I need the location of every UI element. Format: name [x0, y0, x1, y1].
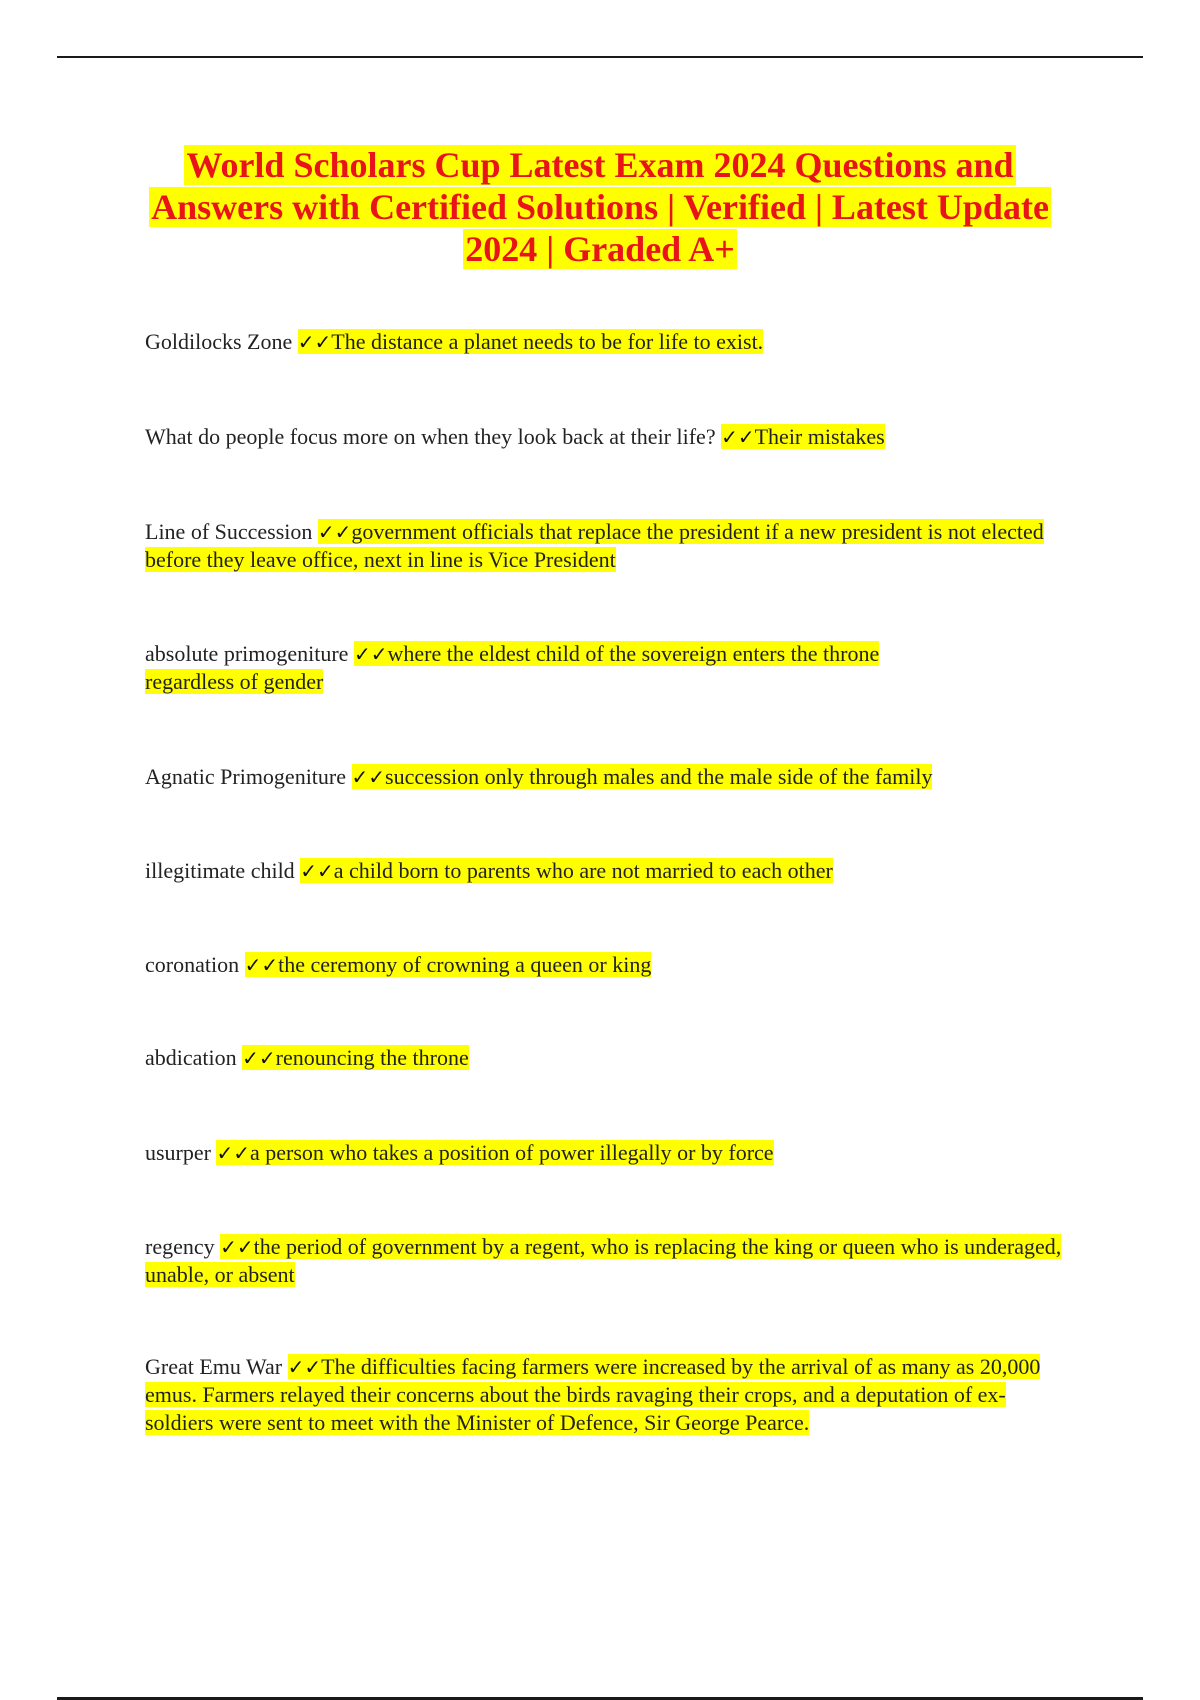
qa-answer-highlight — [145, 1234, 1061, 1287]
qa-entry — [145, 763, 1085, 791]
qa-entry — [145, 640, 965, 696]
qa-entry — [145, 328, 945, 356]
qa-term: absolute primogeniture — [145, 641, 349, 666]
qa-term: abdication — [145, 1045, 237, 1070]
qa-answer: The distance a planet needs to be for life to exist. — [331, 329, 764, 354]
top-rule — [57, 56, 1143, 58]
qa-answer-highlight — [216, 1140, 773, 1165]
qa-entry — [145, 423, 1085, 451]
qa-term: Great Emu War — [145, 1354, 283, 1379]
double-check-icon: ✓✓ — [353, 642, 388, 666]
qa-answer: renouncing the throne — [275, 1045, 469, 1070]
qa-term: coronation — [145, 952, 240, 977]
double-check-icon: ✓✓ — [220, 1235, 254, 1259]
qa-entry — [145, 1044, 1085, 1072]
qa-term: Goldilocks Zone — [145, 329, 293, 354]
qa-entry — [145, 1139, 1085, 1167]
qa-term: usurper — [145, 1140, 211, 1165]
double-check-icon: ✓✓ — [216, 1141, 250, 1165]
qa-entry — [145, 857, 1085, 885]
double-check-icon: ✓✓ — [317, 520, 352, 544]
qa-answer: the period of government by a regent, who is replacing the king or queen who is underaged, unable, or absent — [145, 1234, 1062, 1287]
qa-answer: the ceremony of crowning a queen or king — [278, 952, 652, 977]
qa-answer: a child born to parents who are not married to each other — [333, 858, 833, 883]
qa-term: Line of Succession — [145, 519, 313, 544]
qa-entry — [145, 518, 1075, 574]
qa-term: illegitimate child — [145, 858, 295, 883]
qa-answer-highlight — [352, 764, 933, 789]
double-check-icon: ✓✓ — [244, 953, 279, 977]
qa-answer: where the eldest child of the sovereign enters the throne regardless of gender — [145, 641, 880, 694]
qa-answer-highlight — [245, 952, 652, 977]
qa-answer: succession only through males and the male side of the family — [385, 764, 933, 789]
double-check-icon: ✓✓ — [242, 1046, 276, 1070]
qa-entry — [145, 1233, 1070, 1289]
qa-answer-highlight — [721, 424, 885, 449]
qa-answer-highlight — [300, 858, 833, 883]
qa-answer: Their mistakes — [754, 424, 885, 449]
qa-answer: The difficulties facing farmers were increased by the arrival of as many as 20,000 emus. Farmers relayed their concerns about the birds ravaging their crops, and a deputation of ex-soldiers were sent to meet with the Minister of Defence, Sir George Pearce. — [145, 1354, 1041, 1435]
qa-entry — [145, 951, 1085, 979]
document-title — [120, 144, 1080, 270]
double-check-icon: ✓✓ — [297, 330, 332, 354]
qa-answer: a person who takes a position of power illegally or by force — [250, 1140, 774, 1165]
qa-term: Agnatic Primogeniture — [145, 764, 347, 789]
double-check-icon: ✓✓ — [300, 859, 334, 883]
document-title-text: World Scholars Cup Latest Exam 2024 Questions and Answers with Certified Solutions | Verified | Latest Update 2024 | Graded A+ — [151, 145, 1049, 269]
double-check-icon: ✓✓ — [721, 425, 755, 449]
qa-entry — [145, 1353, 1070, 1437]
qa-answer-highlight — [242, 1045, 469, 1070]
qa-term: What do people focus more on when they look back at their life? — [145, 424, 716, 449]
double-check-icon: ✓✓ — [287, 1355, 322, 1379]
double-check-icon: ✓✓ — [351, 765, 386, 789]
qa-term: regency — [145, 1234, 215, 1259]
qa-answer-highlight — [298, 329, 763, 354]
qa-answer: government officials that replace the president if a new president is not elected before they leave office, next in line is Vice President — [145, 519, 1044, 572]
